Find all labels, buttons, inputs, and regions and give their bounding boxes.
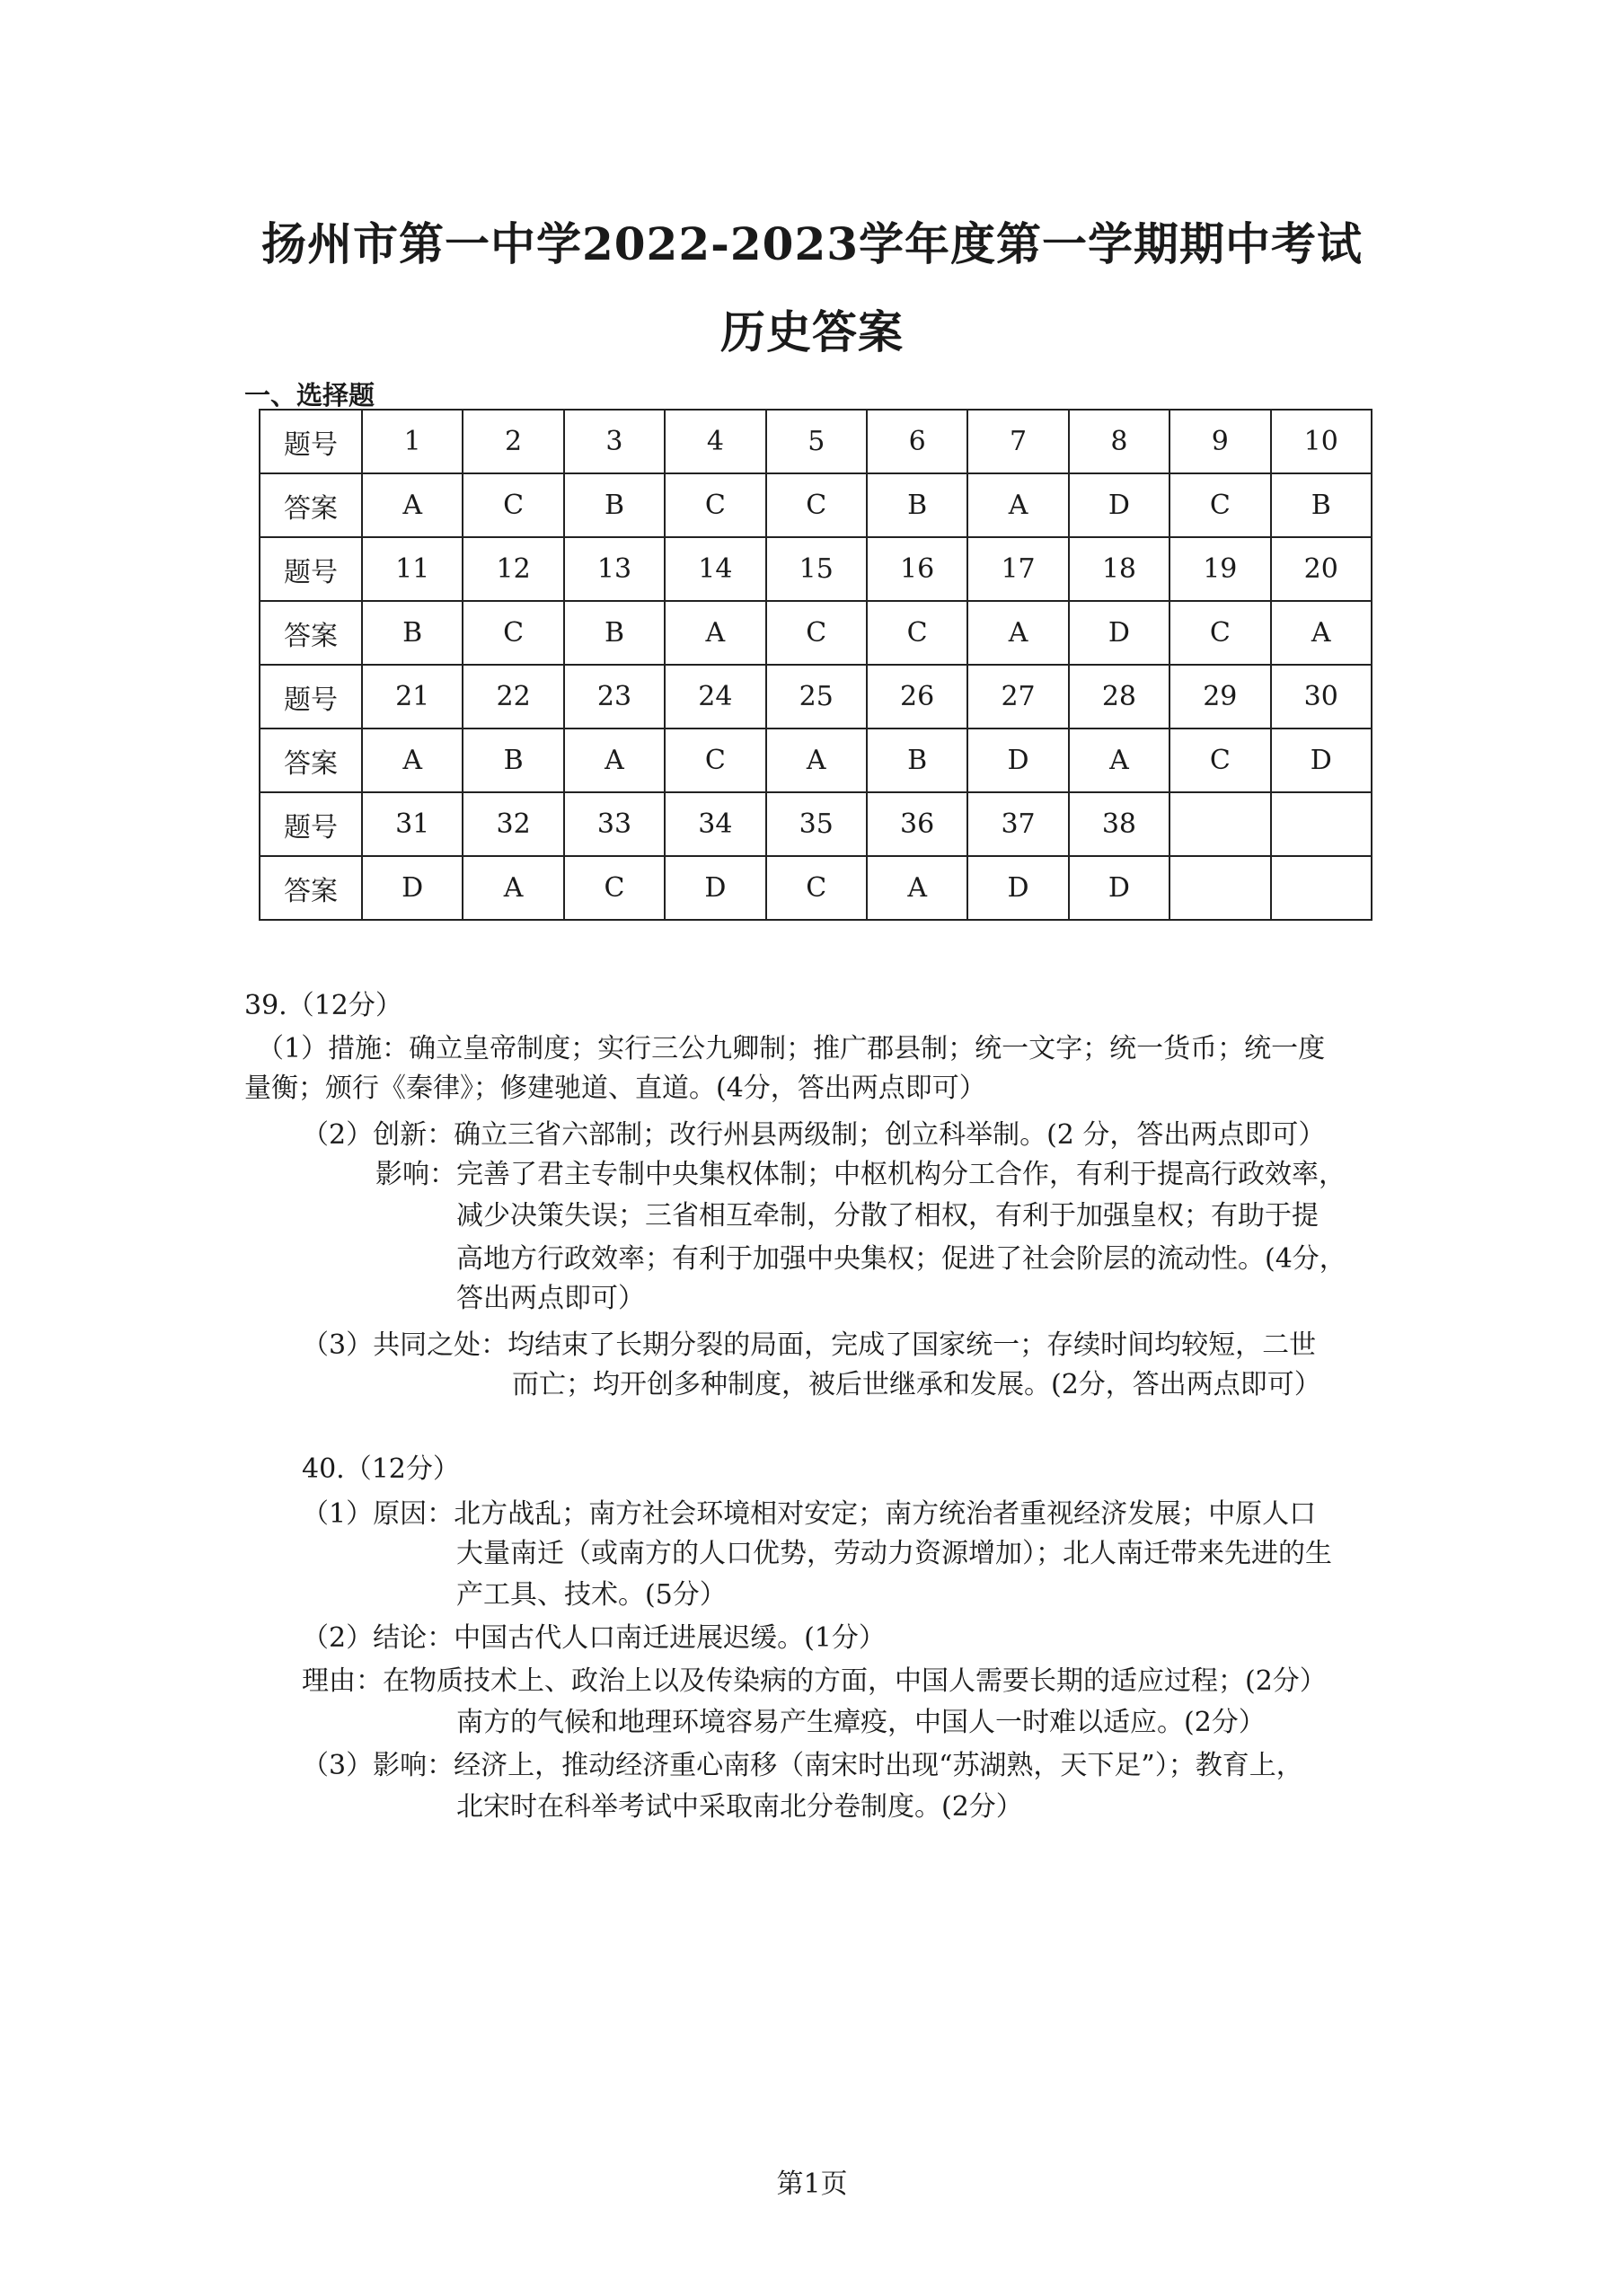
table-cell: D [967,729,1068,792]
table-cell: A [1271,601,1372,665]
table-cell: C [766,601,867,665]
table-row [260,856,1372,920]
table-cell: 8 [1069,410,1169,473]
table-row [260,473,1372,537]
row-label-cell: 题号 [260,665,362,729]
row-label-cell: 题号 [260,792,362,856]
section-heading-choice: 一、选择题 [244,380,375,411]
table-cell: C [463,473,563,537]
table-cell: A [766,729,867,792]
answer-table [259,409,1372,921]
table-cell: C [1169,473,1270,537]
row-label-cell: 答案 [260,856,362,920]
table-cell: D [1069,856,1169,920]
table-cell: B [564,601,665,665]
table-cell: D [1069,601,1169,665]
table-cell: 26 [867,665,967,729]
table-cell: 35 [766,792,867,856]
table-cell: 3 [564,410,665,473]
table-cell: D [1271,729,1372,792]
table-cell: 34 [665,792,765,856]
table-cell: D [362,856,463,920]
table-cell: 2 [463,410,563,473]
q40-line: （2）结论：中国古代人口南迁进展迟缓。(1分） [302,1622,886,1654]
table-row [260,410,1372,473]
table-cell [1169,792,1270,856]
table-cell: 19 [1169,537,1270,601]
q39-line: 答出两点即可） [456,1283,645,1314]
table-cell: B [867,473,967,537]
table-cell: C [665,473,765,537]
table-cell: C [463,601,563,665]
table-row [260,537,1372,601]
table-cell [1271,856,1372,920]
table-cell: A [362,729,463,792]
table-cell: A [1069,729,1169,792]
table-cell: B [362,601,463,665]
table-cell: D [665,856,765,920]
table-cell: A [967,473,1068,537]
table-cell: C [766,473,867,537]
q39-line: （3）共同之处：均结束了长期分裂的局面，完成了国家统一；存续时间均较短，二世 [302,1329,1317,1361]
table-cell: 18 [1069,537,1169,601]
q39-line: 高地方行政效率；有利于加强中央集权；促进了社会阶层的流动性。(4分， [456,1243,1346,1275]
table-cell: 9 [1169,410,1270,473]
page-number: 第1页 [776,2168,848,2200]
q39-line: （1）措施：确立皇帝制度；实行三公九卿制；推广郡县制；统一文字；统一货币；统一度 [257,1033,1326,1064]
table-cell: 7 [967,410,1068,473]
q39-line: 量衡；颁行《秦律》；修建驰道、直道。(4分，答出两点即可） [244,1073,986,1104]
table-cell: 25 [766,665,867,729]
table-cell: B [867,729,967,792]
table-cell: A [665,601,765,665]
table-cell: 20 [1271,537,1372,601]
table-cell: 10 [1271,410,1372,473]
table-cell: 38 [1069,792,1169,856]
q40-line: （1）原因：北方战乱；南方社会环境相对安定；南方统治者重视经济发展；中原人口 [302,1498,1317,1530]
table-cell: 22 [463,665,563,729]
q39-line: 而亡；均开创多种制度，被后世继承和发展。(2分，答出两点即可） [512,1369,1321,1400]
table-cell: B [1271,473,1372,537]
table-cell: 30 [1271,665,1372,729]
table-cell: A [463,856,563,920]
table-cell: 23 [564,665,665,729]
table-row [260,729,1372,792]
table-cell: 6 [867,410,967,473]
table-cell: C [867,601,967,665]
table-cell: 37 [967,792,1068,856]
row-label-cell: 答案 [260,473,362,537]
table-row [260,601,1372,665]
table-row [260,665,1372,729]
document-subtitle: 历史答案 [720,305,904,358]
table-cell: D [1069,473,1169,537]
q39-line: （2）创新：确立三省六部制；改行州县两级制；创立科举制。(2 分，答出两点即可） [302,1119,1326,1151]
table-cell: C [766,856,867,920]
q40-line: 理由：在物质技术上、政治上以及传染病的方面，中国人需要长期的适应过程；(2分） [302,1665,1327,1697]
table-cell: 16 [867,537,967,601]
table-cell: 4 [665,410,765,473]
table-cell: A [564,729,665,792]
table-cell: 36 [867,792,967,856]
q40-line: 北宋时在科举考试中采取南北分卷制度。(2分） [456,1791,1023,1823]
table-cell: A [362,473,463,537]
q39-line: 减少决策失误；三省相互牵制，分散了相权，有利于加强皇权；有助于提 [456,1200,1319,1232]
table-cell: 32 [463,792,563,856]
table-cell: B [463,729,563,792]
table-cell: 14 [665,537,765,601]
q40-line: （3）影响：经济上，推动经济重心南移（南宋时出现“苏湖熟，天下足”）；教育上， [302,1750,1303,1781]
table-cell: 33 [564,792,665,856]
row-label-cell: 题号 [260,410,362,473]
row-label-cell: 答案 [260,601,362,665]
table-cell: C [564,856,665,920]
table-cell: 13 [564,537,665,601]
q40-header: 40.（12分） [302,1453,460,1485]
table-cell: 12 [463,537,563,601]
table-cell [1271,792,1372,856]
table-cell: 24 [665,665,765,729]
table-cell: 21 [362,665,463,729]
table-cell: A [867,856,967,920]
table-cell: 27 [967,665,1068,729]
table-cell [1169,856,1270,920]
table-cell: 29 [1169,665,1270,729]
row-label-cell: 答案 [260,729,362,792]
q39-line: 影响：完善了君主专制中央集权体制；中枢机构分工合作，有利于提高行政效率， [375,1159,1346,1190]
table-cell: 11 [362,537,463,601]
table-cell: D [967,856,1068,920]
row-label-cell: 题号 [260,537,362,601]
table-cell: 31 [362,792,463,856]
table-cell: 5 [766,410,867,473]
table-cell: 28 [1069,665,1169,729]
q39-header: 39.（12分） [244,990,402,1021]
table-row [260,792,1372,856]
table-cell: C [665,729,765,792]
table-cell: C [1169,729,1270,792]
table-cell: 17 [967,537,1068,601]
table-cell: B [564,473,665,537]
q40-line: 大量南迁（或南方的人口优势，劳动力资源增加）；北人南迁带来先进的生 [456,1538,1332,1569]
table-cell: 15 [766,537,867,601]
q40-line: 南方的气候和地理环境容易产生瘴疫，中国人一时难以适应。(2分） [456,1707,1266,1738]
q40-line: 产工具、技术。(5分） [456,1579,727,1611]
table-cell: 1 [362,410,463,473]
document-title: 扬州市第一中学2022-2023学年度第一学期期中考试 [260,217,1364,270]
table-cell: C [1169,601,1270,665]
table-cell: A [967,601,1068,665]
